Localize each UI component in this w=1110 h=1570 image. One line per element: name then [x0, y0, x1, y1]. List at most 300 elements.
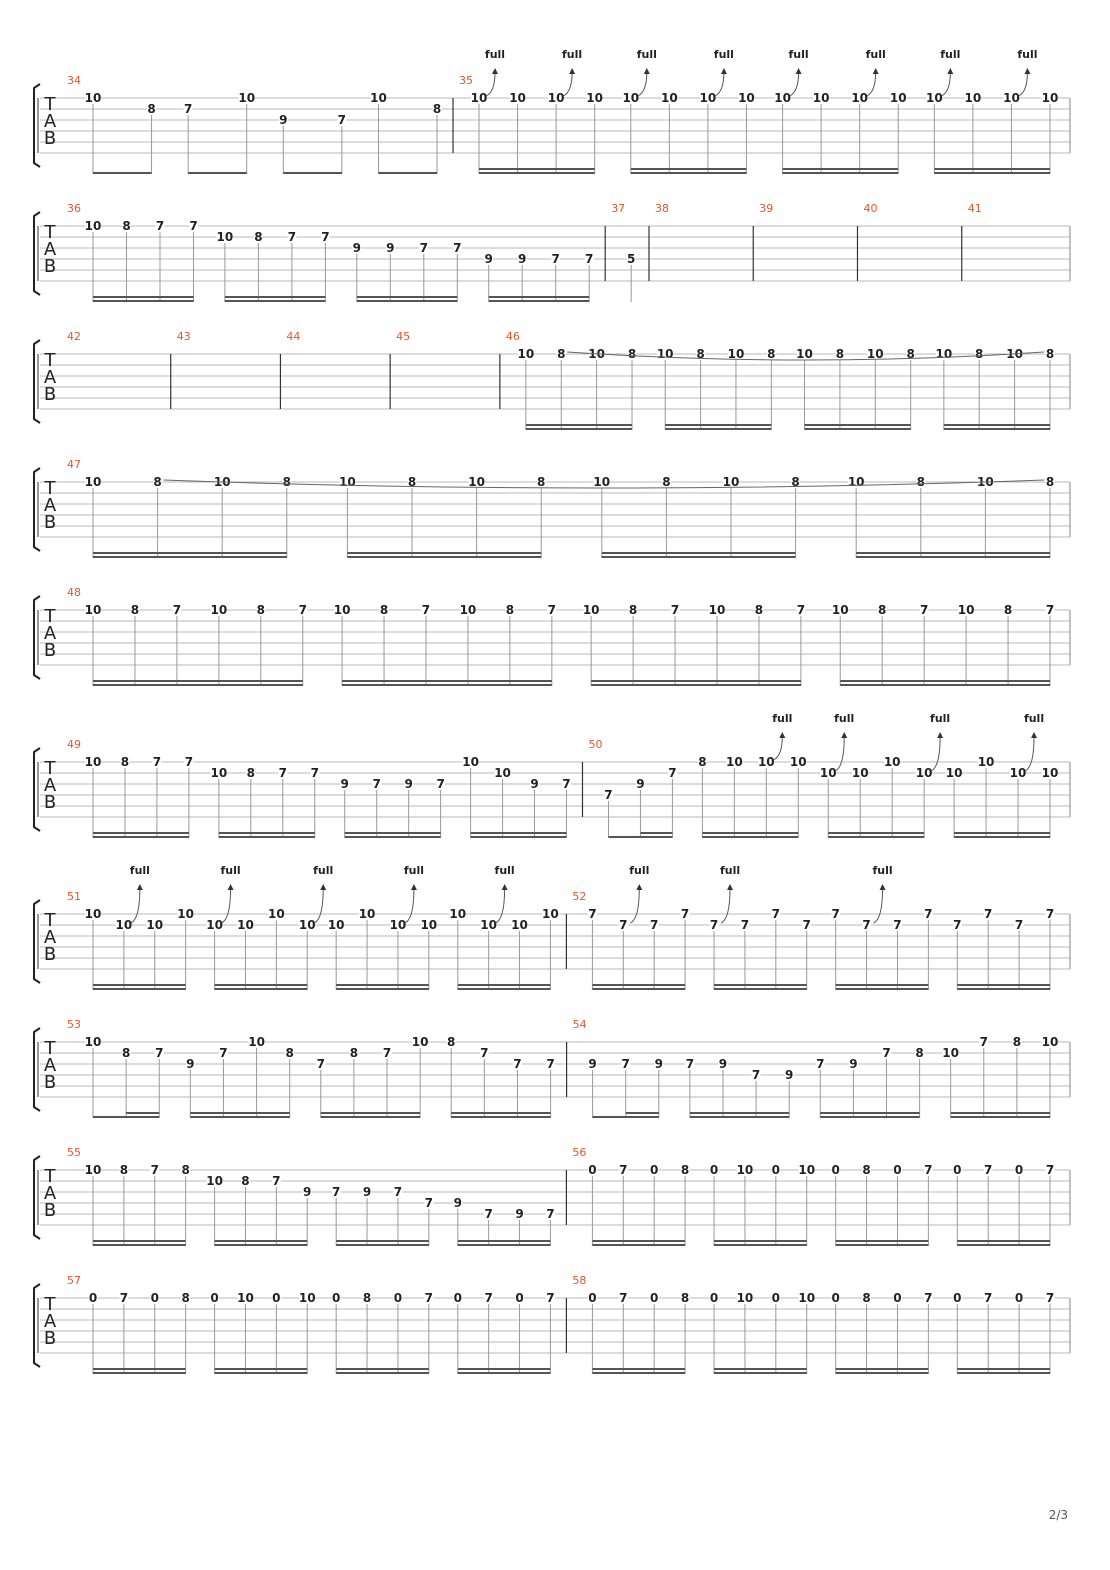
fret-number: 10 [210, 766, 228, 780]
beam [336, 1368, 429, 1370]
fret-number: 0 [771, 1291, 781, 1305]
fret-number: 7 [298, 603, 307, 617]
beam [93, 296, 193, 298]
fret-number: 0 [1014, 1291, 1024, 1305]
fret-number: 10 [622, 91, 640, 105]
beam [626, 1112, 659, 1114]
fret-number: 10 [389, 918, 407, 932]
beam [593, 1116, 659, 1118]
beam [336, 988, 429, 990]
fret-number: 10 [480, 918, 497, 932]
system-brace [34, 84, 40, 167]
beam [836, 1368, 929, 1370]
fret-number: 7 [604, 788, 613, 802]
fret-number: 8 [120, 755, 130, 769]
beam [608, 836, 672, 838]
beam [225, 296, 325, 298]
measure-number: 40 [863, 202, 878, 215]
fret-number: 8 [153, 475, 162, 489]
fret-number: 8 [349, 1046, 359, 1060]
fret-number: 9 [484, 252, 493, 266]
tab-clef-letter: T [44, 910, 56, 931]
beam [836, 988, 929, 990]
bend-arrowhead [873, 68, 879, 74]
tab-clef-letter: A [43, 623, 57, 644]
fret-number: 8 [505, 603, 515, 617]
fret-number: 10 [812, 91, 830, 105]
tab-clef-letter: T [44, 758, 56, 779]
fret-number: 0 [893, 1163, 902, 1177]
fret-number: 7 [1045, 603, 1055, 617]
beam [957, 1372, 1050, 1374]
fret-number: 10 [1003, 91, 1020, 105]
beam [219, 832, 315, 834]
beam [357, 296, 457, 298]
fret-number: 10 [462, 755, 479, 769]
fret-number: 7 [546, 1207, 555, 1221]
fret-number: 10 [831, 603, 849, 617]
tab-clef-letter: B [43, 128, 57, 149]
fret-number: 7 [619, 1163, 628, 1177]
fret-number: 7 [546, 1291, 555, 1305]
fret-number: 8 [862, 1163, 871, 1177]
fret-number: 10 [238, 91, 256, 105]
fret-number: 7 [771, 907, 781, 921]
fret-number: 8 [680, 1163, 690, 1177]
beam [336, 1372, 429, 1374]
fret-number: 9 [588, 1057, 597, 1071]
bend-arrowhead [137, 884, 143, 890]
bend-label: full [403, 864, 425, 877]
fret-number: 0 [393, 1291, 403, 1305]
beam [944, 428, 1050, 430]
beam [471, 832, 567, 834]
beam [458, 1244, 551, 1246]
beam [458, 1368, 551, 1370]
fret-number: 7 [685, 1057, 695, 1071]
fret-number: 10 [774, 91, 791, 105]
beam [714, 1368, 807, 1370]
fret-number: 8 [754, 603, 764, 617]
fret-number: 10 [267, 907, 285, 921]
fret-number: 10 [866, 347, 884, 361]
tab-clef-letter: A [43, 775, 57, 796]
fret-number: 8 [1045, 347, 1055, 361]
beam [93, 1244, 186, 1246]
measure-number: 57 [67, 1274, 81, 1287]
measure-number: 35 [459, 74, 474, 87]
system-brace [34, 1156, 40, 1239]
beam [665, 428, 771, 430]
beam [856, 552, 1050, 554]
fret-number: 8 [181, 1163, 190, 1177]
fret-number: 7 [310, 766, 319, 780]
fret-number: 8 [628, 603, 638, 617]
bend-arrowhead [727, 884, 733, 890]
fret-number: 0 [588, 1291, 597, 1305]
fret-number: 10 [146, 918, 164, 932]
fret-number: 7 [562, 777, 571, 791]
fret-number: 10 [449, 907, 467, 921]
fret-number: 10 [957, 603, 975, 617]
beam [479, 172, 595, 174]
fret-number: 7 [984, 907, 993, 921]
beam [592, 1240, 685, 1242]
bend-label: full [772, 712, 793, 725]
fret-number: 0 [893, 1291, 902, 1305]
fret-number: 7 [670, 603, 680, 617]
bend-arrowhead [937, 732, 943, 738]
fret-number: 10 [889, 91, 907, 105]
bend-arrowhead [796, 68, 802, 74]
fret-number: 8 [147, 102, 156, 116]
measure-number: 41 [967, 202, 982, 215]
fret-number: 0 [588, 1163, 597, 1177]
beam [690, 1116, 789, 1118]
fret-number: 0 [88, 1291, 98, 1305]
bend-label: full [629, 864, 650, 877]
measure-number: 49 [67, 738, 81, 751]
beam [342, 680, 552, 682]
fret-number: 7 [436, 777, 445, 791]
fret-number: 10 [547, 91, 565, 105]
beam [640, 832, 672, 834]
beam [820, 1116, 919, 1118]
beam [828, 832, 924, 834]
fret-number: 10 [1006, 347, 1023, 361]
fret-number: 8 [916, 475, 925, 489]
measure-number: 47 [67, 458, 81, 471]
measure-number: 56 [572, 1146, 587, 1159]
fret-number: 7 [1014, 918, 1024, 932]
measure-number: 43 [176, 330, 191, 343]
measure-number: 48 [67, 586, 81, 599]
fret-number: 10 [851, 766, 869, 780]
fret-number: 10 [237, 1291, 254, 1305]
fret-number: 10 [470, 91, 488, 105]
system-brace [34, 1028, 40, 1111]
tab-clef-letter: T [44, 1038, 56, 1059]
measure-number: 58 [572, 1274, 587, 1287]
fret-number: 7 [588, 907, 597, 921]
bend-label: full [129, 864, 150, 877]
beam [93, 1116, 159, 1118]
fret-number: 10 [517, 347, 535, 361]
fret-number: 8 [119, 1163, 129, 1177]
measure-number: 37 [611, 202, 626, 215]
beam [126, 1112, 159, 1114]
bend-arrowhead [779, 732, 785, 738]
beam [665, 424, 771, 426]
fret-number: 0 [831, 1291, 840, 1305]
fret-number: 10 [115, 918, 133, 932]
beam [93, 832, 189, 834]
fret-number: 9 [718, 1057, 728, 1071]
bend-label: full [313, 864, 334, 877]
fret-number: 10 [847, 475, 865, 489]
fret-number: 7 [547, 603, 557, 617]
fret-number: 8 [130, 603, 140, 617]
fret-number: 5 [627, 252, 636, 266]
fret-number: 8 [1003, 603, 1013, 617]
fret-number: 10 [333, 603, 351, 617]
fret-number: 7 [740, 918, 750, 932]
beam [951, 1116, 1050, 1118]
fret-number: 0 [210, 1291, 219, 1305]
fret-number: 7 [862, 918, 871, 932]
bend-curve [721, 888, 730, 923]
beam [954, 836, 1050, 838]
fret-number: 9 [654, 1057, 664, 1071]
beam [592, 1372, 685, 1374]
fret-number: 8 [256, 603, 265, 617]
fret-number: 10 [926, 91, 943, 105]
beam [957, 1368, 1050, 1370]
fret-number: 7 [546, 1057, 555, 1071]
fret-number: 10 [84, 1163, 102, 1177]
fret-number: 10 [327, 918, 345, 932]
fret-number: 7 [287, 230, 297, 244]
bend-arrowhead [1031, 732, 1037, 738]
beam [93, 556, 287, 558]
tab-clef-letter: B [43, 792, 57, 813]
fret-number: 10 [213, 475, 231, 489]
fret-number: 10 [798, 1163, 816, 1177]
beam [631, 168, 747, 170]
beam [836, 1244, 929, 1246]
beam [345, 832, 441, 834]
fret-number: 9 [303, 1185, 312, 1199]
fret-number: 10 [84, 603, 102, 617]
fret-number: 7 [924, 1291, 933, 1305]
measure-number: 52 [572, 890, 587, 903]
system-brace [34, 900, 40, 983]
fret-number: 7 [272, 1174, 281, 1188]
fret-number: 9 [352, 241, 361, 255]
fret-number: 10 [509, 91, 526, 105]
bend-arrowhead [644, 68, 650, 74]
measure-number: 36 [67, 202, 81, 215]
beam [93, 552, 287, 554]
bend-arrowhead [492, 68, 498, 74]
beam [836, 1372, 929, 1374]
fret-number: 9 [849, 1057, 858, 1071]
fret-number: 9 [362, 1185, 372, 1199]
bend-arrowhead [228, 884, 234, 890]
fret-number: 7 [984, 1291, 993, 1305]
beam [489, 300, 589, 302]
beam [283, 172, 342, 174]
beam [451, 1116, 550, 1118]
fret-number: 7 [424, 1291, 433, 1305]
bend-arrowhead [1024, 68, 1030, 74]
fret-number: 10 [1041, 1035, 1059, 1049]
beam [215, 988, 308, 990]
beam [93, 1372, 186, 1374]
beam [347, 552, 541, 554]
beam [489, 296, 589, 298]
beam [219, 836, 315, 838]
fret-number: 7 [150, 1163, 159, 1177]
tab-clef-letter: T [44, 222, 56, 243]
tab-clef-letter: T [44, 1166, 56, 1187]
fret-number: 0 [150, 1291, 159, 1305]
fret-number: 8 [915, 1046, 924, 1060]
bend-label: full [834, 712, 855, 725]
bend-curve [630, 888, 639, 923]
fret-number: 10 [1041, 766, 1059, 780]
fret-number: 7 [984, 1163, 993, 1177]
fret-number: 7 [372, 777, 381, 791]
fret-number: 10 [468, 475, 485, 489]
beam [93, 684, 303, 686]
measure-number: 44 [286, 330, 301, 343]
fret-number: 10 [727, 347, 745, 361]
fret-number: 8 [906, 347, 915, 361]
measure-number: 42 [67, 330, 81, 343]
measure-number: 50 [588, 738, 603, 751]
fret-number: 7 [155, 219, 165, 233]
fret-number: 10 [586, 91, 604, 105]
tab-clef-letter: B [43, 384, 57, 405]
fret-number: 10 [84, 91, 102, 105]
beam [690, 1112, 789, 1114]
beam [93, 1240, 186, 1242]
beam [93, 1368, 186, 1370]
tab-clef-letter: B [43, 944, 57, 965]
tab-clef-letter: B [43, 512, 57, 533]
system-brace [34, 468, 40, 551]
beam [702, 836, 798, 838]
fret-number: 10 [1041, 91, 1059, 105]
beam [458, 984, 551, 986]
fret-number: 10 [789, 755, 807, 769]
beam [215, 1244, 308, 1246]
fret-number: 0 [515, 1291, 524, 1305]
fret-number: 7 [278, 766, 287, 780]
fret-number: 7 [183, 102, 193, 116]
fret-number: 7 [709, 918, 719, 932]
bend-label: full [562, 48, 583, 61]
fret-number: 10 [420, 918, 438, 932]
bend-arrowhead [947, 68, 953, 74]
fret-number: 7 [189, 219, 198, 233]
fret-number: 10 [738, 91, 755, 105]
beam [592, 1244, 685, 1246]
fret-number: 7 [893, 918, 902, 932]
bend-arrowhead [411, 884, 417, 890]
beam [458, 1240, 551, 1242]
fret-number: 10 [84, 1035, 102, 1049]
fret-number: 10 [736, 1291, 754, 1305]
measure-number: 51 [67, 890, 81, 903]
fret-number: 8 [537, 475, 546, 489]
fret-number: 0 [650, 1291, 659, 1305]
fret-number: 8 [627, 347, 637, 361]
beam [602, 556, 796, 558]
system-brace [34, 748, 40, 831]
system-brace [34, 596, 40, 679]
bend-label: full [713, 48, 734, 61]
fret-number: 10 [935, 347, 953, 361]
fret-number: 8 [662, 475, 671, 489]
fret-number: 7 [979, 1035, 988, 1049]
fret-number: 7 [152, 755, 162, 769]
beam [714, 1372, 807, 1374]
fret-number: 9 [530, 777, 539, 791]
tab-clef-letter: A [43, 1055, 57, 1076]
fret-number: 10 [977, 755, 995, 769]
fret-number: 7 [585, 252, 594, 266]
measure-number: 46 [505, 330, 520, 343]
tab-clef-letter: B [43, 640, 57, 661]
fret-number: 10 [798, 1291, 816, 1305]
beam [471, 836, 567, 838]
fret-number: 7 [393, 1185, 403, 1199]
fret-number: 7 [953, 918, 962, 932]
fret-number: 7 [919, 603, 929, 617]
tab-clef-letter: A [43, 1311, 57, 1332]
fret-number: 10 [298, 918, 316, 932]
fret-number: 10 [206, 918, 223, 932]
fret-number: 7 [816, 1057, 825, 1071]
fret-number: 10 [593, 475, 611, 489]
fret-number: 8 [282, 475, 292, 489]
beam [93, 172, 152, 174]
bend-label: full [220, 864, 241, 877]
beam [225, 300, 325, 302]
fret-number: 8 [835, 347, 845, 361]
fret-number: 10 [942, 1046, 960, 1060]
bend-curve [874, 888, 883, 923]
beam [934, 168, 1050, 170]
fret-number: 10 [84, 475, 102, 489]
beam [805, 424, 911, 426]
fret-number: 0 [709, 1163, 719, 1177]
beam [347, 556, 541, 558]
fret-number: 10 [945, 766, 963, 780]
fret-number: 10 [84, 755, 102, 769]
beam [714, 1240, 807, 1242]
fret-number: 7 [924, 1163, 933, 1177]
fret-number: 7 [331, 1185, 341, 1199]
bend-arrowhead [636, 884, 642, 890]
beam [783, 168, 899, 170]
beam [93, 988, 186, 990]
measure-number: 45 [396, 330, 411, 343]
beam [820, 1112, 919, 1114]
beam [336, 984, 429, 986]
fret-number: 8 [680, 1291, 690, 1305]
beam [602, 552, 796, 554]
fret-number: 8 [791, 475, 800, 489]
fret-number: 7 [619, 918, 628, 932]
fret-number: 7 [751, 1068, 761, 1082]
fret-number: 7 [924, 907, 933, 921]
fret-number: 8 [1012, 1035, 1022, 1049]
tab-clef-letter: A [43, 495, 57, 516]
beam [714, 984, 807, 986]
beam [215, 1372, 308, 1374]
tab-clef-letter: T [44, 1294, 56, 1315]
beam [215, 1240, 308, 1242]
fret-number: 9 [518, 252, 527, 266]
fret-number: 7 [419, 241, 428, 255]
fret-number: 7 [172, 603, 182, 617]
fret-number: 8 [1045, 475, 1055, 489]
fret-number: 7 [831, 907, 840, 921]
beam [714, 1244, 807, 1246]
